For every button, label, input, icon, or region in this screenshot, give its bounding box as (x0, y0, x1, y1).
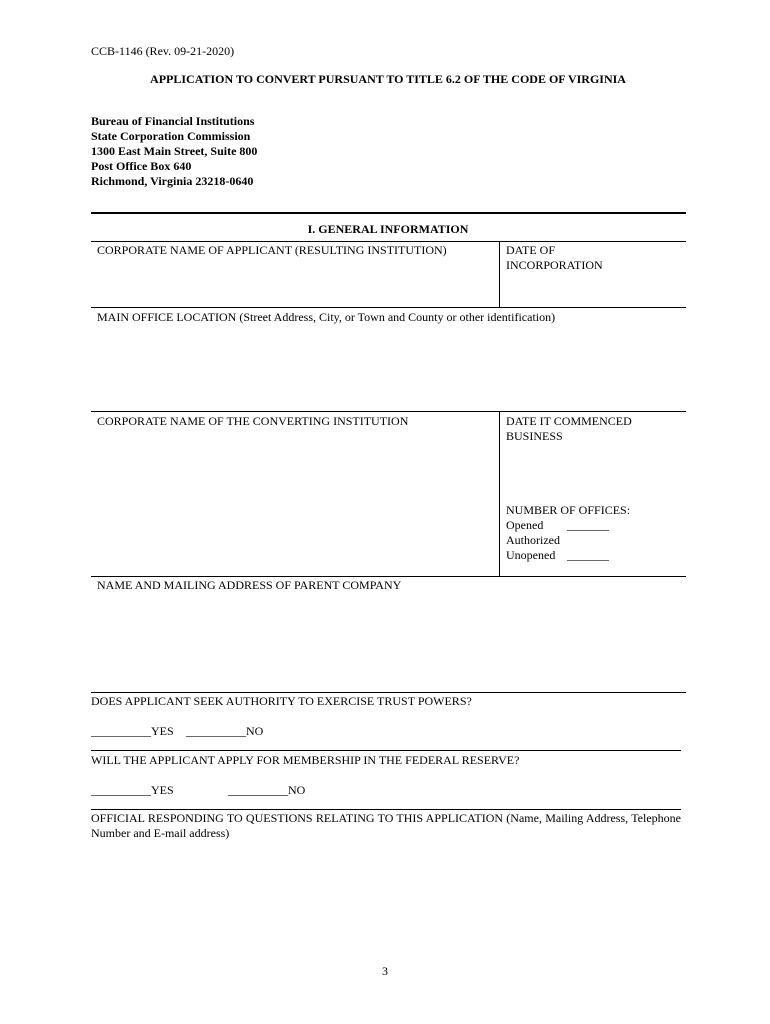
trust-powers-yes[interactable]: __________YES (91, 724, 174, 738)
official-responding-label: OFFICIAL RESPONDING TO QUESTIONS RELATING TO THIS APPLICATION (Name, Mailing Address, Telephone Number and E-mail address) (91, 811, 681, 840)
section-rule (91, 212, 686, 214)
office-blank[interactable]: _______ (567, 548, 609, 562)
section-heading: I. GENERAL INFORMATION (307, 222, 469, 236)
column-divider (499, 411, 500, 576)
trust-powers-question: DOES APPLICANT SEEK AUTHORITY TO EXERCISE TRUST POWERS? (91, 694, 472, 708)
label-line: DATE IT COMMENCED (506, 414, 632, 428)
table-rule (91, 411, 686, 412)
table-rule (91, 576, 686, 577)
office-row-unopened (506, 548, 676, 563)
date-of-incorporation-label (506, 243, 603, 273)
table-rule (91, 692, 686, 693)
question-rule (91, 750, 681, 751)
address-line: 1300 East Main Street, Suite 800 (91, 144, 258, 158)
table-rule (91, 241, 686, 242)
address-line: Post Office Box 640 (91, 159, 192, 173)
column-divider (499, 241, 500, 307)
trust-powers-no[interactable]: __________NO (186, 724, 264, 738)
table-rule (91, 307, 686, 308)
address-line: State Corporation Commission (91, 129, 251, 143)
date-commenced-label (506, 414, 632, 444)
form-number: CCB-1146 (Rev. 09-21-2020) (91, 44, 235, 58)
main-office-label: MAIN OFFICE LOCATION (Street Address, City, or Town and County or other identification) (97, 310, 556, 324)
corp-name-converting-label: CORPORATE NAME OF THE CONVERTING INSTITUTION (97, 414, 409, 428)
office-row-opened (506, 518, 676, 533)
federal-reserve-yes[interactable]: __________YES (91, 783, 174, 797)
federal-reserve-no[interactable]: __________NO (228, 783, 306, 797)
corp-name-applicant-label: CORPORATE NAME OF APPLICANT (RESULTING INSTITUTION) (97, 243, 447, 257)
page-number: 3 (382, 964, 388, 978)
number-of-offices-label: NUMBER OF OFFICES: (506, 503, 631, 517)
label-line: INCORPORATION (506, 258, 603, 272)
federal-reserve-question: WILL THE APPLICANT APPLY FOR MEMBERSHIP IN THE FEDERAL RESERVE? (91, 753, 520, 767)
address-line: Bureau of Financial Institutions (91, 114, 255, 128)
label-line: BUSINESS (506, 429, 563, 443)
label-line: DATE OF (506, 243, 556, 257)
office-label: Unopened (506, 548, 556, 562)
address-line: Richmond, Virginia 23218-0640 (91, 174, 254, 188)
address-block (91, 114, 257, 189)
question-rule (91, 809, 681, 810)
office-label: Authorized (506, 533, 560, 547)
office-blank[interactable]: _______ (567, 518, 609, 532)
office-label: Opened (506, 518, 544, 532)
parent-company-label: NAME AND MAILING ADDRESS OF PARENT COMPANY (97, 578, 402, 592)
page-title: APPLICATION TO CONVERT PURSUANT TO TITLE 6.2 OF THE CODE OF VIRGINIA (150, 72, 626, 86)
office-row-authorized (506, 533, 676, 548)
